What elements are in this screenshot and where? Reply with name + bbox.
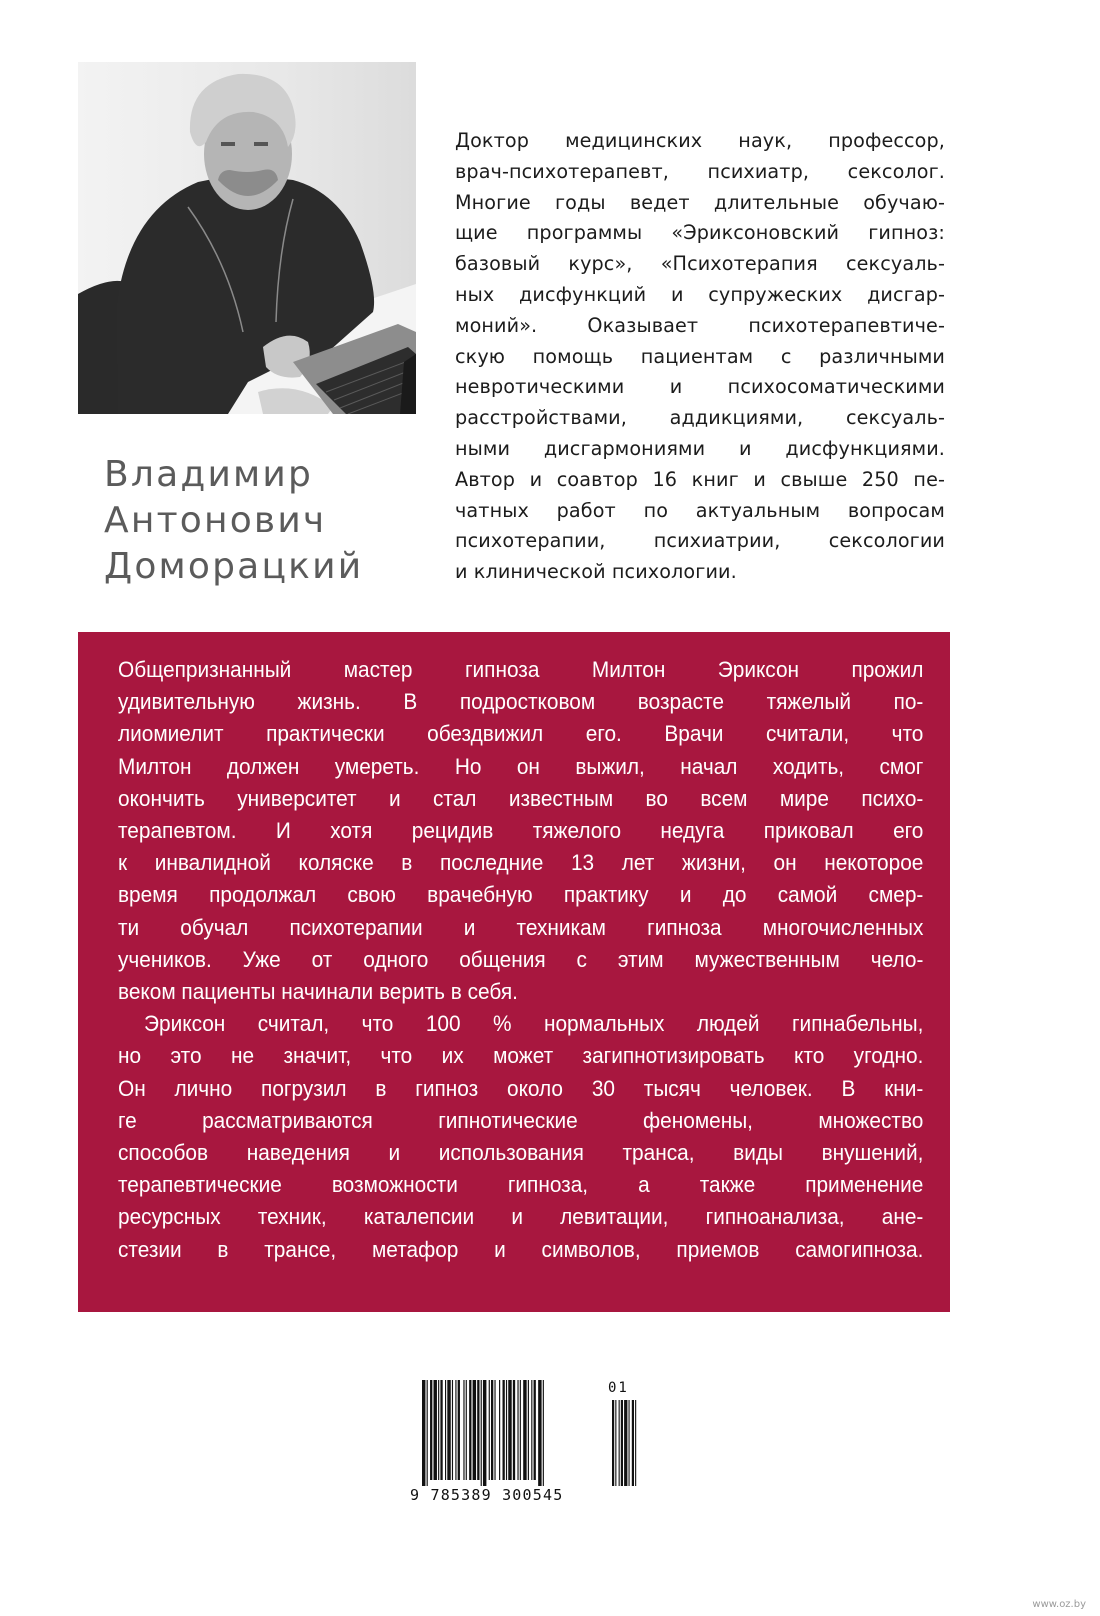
barcode-bar: [538, 1380, 541, 1486]
barcode-bar: [477, 1380, 479, 1480]
bio-line: Многие годы ведет длительные обучаю-: [455, 190, 945, 214]
annotation-line: удивительную жизнь. В подростковом возрасте тяжелый по-: [118, 689, 924, 715]
barcode-addon-bar: [635, 1400, 636, 1486]
barcode-bar: [528, 1380, 529, 1480]
annotation-line: Общепризнанный мастер гипноза Милтон Эриксон прожил: [118, 657, 924, 682]
barcode-bar: [445, 1380, 446, 1480]
barcode-bar: [427, 1380, 428, 1486]
author-patronymic: Антонович: [104, 500, 327, 541]
barcode-bar: [520, 1380, 521, 1480]
annotation-line: Эриксон считал, что 100 % нормальных людей гипнабельны,: [144, 1011, 924, 1037]
book-annotation-block: [78, 632, 950, 1312]
author-first-name: Владимир: [104, 454, 314, 495]
barcode-bar: [447, 1380, 450, 1480]
barcode-addon-bar: [632, 1400, 634, 1486]
barcode-bar: [531, 1380, 532, 1480]
barcode-bar: [523, 1380, 526, 1480]
author-portrait-icon: [78, 62, 416, 414]
bio-line: Автор и соавтор 16 книг и свыше 250 пе-: [455, 467, 945, 491]
annotation-line: лиомиелит практически обездвижил его. Врачи считали, что: [118, 721, 924, 747]
barcode-bar: [517, 1380, 518, 1480]
annotation-line: терапевтические возможности гипноза, а также применение: [118, 1172, 924, 1198]
bio-line: Доктор медицинских наук, профессор,: [455, 129, 945, 152]
barcode-addon-bar: [612, 1400, 614, 1486]
barcode-bar: [508, 1380, 511, 1480]
annotation-line: способов наведения и использования транса, виды внушений,: [118, 1140, 924, 1166]
bio-line: и клинической психологии.: [455, 560, 737, 584]
annotation-line: учеников. Уже от одного общения с этим мужественным чело-: [118, 946, 924, 972]
annotation-line: веком пациенты начинали верить в себя.: [118, 979, 518, 1005]
barcode-bar: [489, 1380, 490, 1480]
barcode-bar: [469, 1380, 471, 1480]
bio-line: психотерапии, психиатрии, сексологии: [455, 529, 945, 553]
annotation-text: [118, 654, 924, 1266]
barcode-bar: [430, 1380, 432, 1480]
barcode-bar: [452, 1380, 453, 1480]
barcode-addon-bar: [629, 1400, 630, 1486]
author-photo: [78, 62, 416, 414]
annotation-line: терапевтом. И хотя рецидив тяжелого недуга приковал его: [118, 818, 924, 844]
annotation-line: но это не значит, что их может загипнотизировать кто угодно.: [118, 1043, 924, 1069]
annotation-line: время продолжал свою врачебную практику и до самой смер-: [118, 882, 924, 908]
isbn-digits: 9 785389 300545: [410, 1486, 564, 1502]
barcode-addon-bar: [621, 1400, 623, 1486]
bio-line: невротическими и психосоматическими: [455, 375, 945, 399]
annotation-line: ге рассматриваются гипнотические феномены, множество: [118, 1107, 924, 1133]
barcode-bar: [543, 1380, 544, 1486]
author-name: [104, 452, 434, 590]
barcode-bar: [422, 1380, 425, 1486]
isbn-barcode-icon: [410, 1378, 660, 1502]
bio-line: базовый курс», «Психотерапия сексуаль-: [455, 252, 945, 276]
annotation-line: окончить университет и стал известным во всем мире психо-: [118, 785, 924, 811]
annotation-line: Он лично погрузил в гипноз около 30 тысяч человек. В кни-: [118, 1075, 924, 1101]
bio-line: скую помощь пациентам с различными: [455, 344, 945, 368]
barcode-bar: [494, 1380, 495, 1480]
bio-line: моний». Оказывает психотерапевтиче-: [455, 313, 945, 337]
barcode-bar: [463, 1380, 464, 1480]
annotation-line: к инвалидной коляске в последние 13 лет жизни, он некоторое: [118, 850, 924, 876]
watermark: www.oz.by: [1032, 1599, 1086, 1610]
annotation-line: Милтон должен умереть. Но он выжил, начал ходить, смог: [118, 753, 924, 779]
barcode-bar: [534, 1380, 536, 1480]
barcode-bar: [503, 1380, 505, 1480]
barcode-bar: [473, 1380, 476, 1480]
annotation-line: ресурсных техник, каталепсии и левитации, гипноанализа, ане-: [118, 1204, 924, 1230]
bio-line: расстройствами, аддикциями, сексуаль-: [455, 406, 945, 430]
bio-line: ных дисфункций и супружеских дисгар-: [455, 282, 945, 306]
barcode-bar: [466, 1380, 467, 1480]
barcode-bar: [499, 1380, 500, 1480]
author-bio: [455, 126, 945, 588]
annotation-line: стезии в трансе, метафор и символов, приемов самогипноза.: [118, 1236, 924, 1262]
barcode-bar: [506, 1380, 507, 1480]
bio-line: чатных работ по актуальным вопросам: [455, 498, 945, 522]
bio-line: щие программы «Эриксоновский гипноз:: [455, 221, 945, 245]
barcode-bar: [481, 1380, 482, 1486]
bio-line: ными дисгармониями и дисфункциями.: [455, 436, 945, 460]
barcode-bar: [513, 1380, 515, 1480]
barcode-bar: [438, 1380, 439, 1480]
isbn-addon-digits: 01: [608, 1380, 629, 1396]
barcode-addon-bar: [615, 1400, 616, 1486]
annotation-line: ти обучал психотерапии и техникам гипноза многочисленных: [118, 914, 924, 940]
barcode-bar: [483, 1380, 486, 1486]
barcode-addon-bar: [619, 1400, 620, 1486]
barcode-bar: [440, 1380, 442, 1480]
isbn-barcode: [410, 1378, 660, 1502]
barcode-bar: [434, 1380, 437, 1480]
bio-line: врач-психотерапевт, психиатр, сексолог.: [455, 159, 945, 183]
author-surname: Доморацкий: [104, 546, 364, 587]
barcode-bar: [491, 1380, 493, 1480]
barcode-bar: [458, 1380, 460, 1480]
barcode-bar: [455, 1380, 456, 1480]
barcode-addon-bar: [624, 1400, 627, 1486]
